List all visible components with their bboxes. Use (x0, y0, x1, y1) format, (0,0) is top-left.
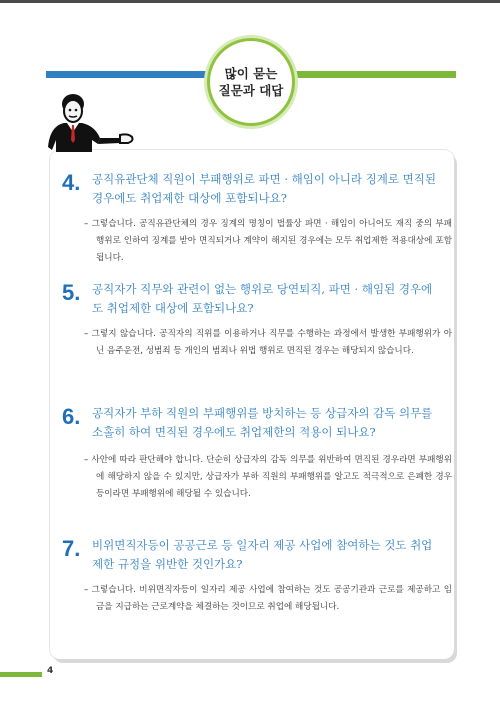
question-text: 비위면직자등이 공공근로 등 일자리 제공 사업에 참여하는 것도 취업제한 규정을 위반한 것인가요? (92, 538, 433, 571)
header-bar-right (272, 71, 456, 78)
question-number: 4. (62, 170, 81, 195)
question-number: 5. (62, 280, 81, 305)
answer-text: – 그렇습니다. 공직유관단체의 경우 징계의 명칭이 법률상 파면 · 해임이 아니어도 재직 중의 부패행위로 인하여 징계를 받아 면직되거나 계약이 해지된 경우에는 모두 취업제한 적용대상에 포함됩니다. (84, 219, 452, 263)
section-badge (207, 38, 295, 126)
answer-text: – 그렇습니다. 비위면직자등이 일자리 제공 사업에 참여하는 것도 공공기관과 근로를 제공하고 임금을 지급하는 근로계약을 체결하는 것이므로 취업에 해당됩니다. (84, 585, 452, 612)
badge-line1: 많이 묻는 (224, 66, 278, 81)
answer-text: – 그렇지 않습니다. 공직자의 직위를 이용하거나 직무를 수행하는 과정에서 발생한 부패행위가 아닌 음주운전, 성범죄 등 개인의 범죄나 위법 행위로 면직된 경우는 해당되지 않습니다. (84, 329, 452, 356)
question-number: 6. (62, 404, 81, 429)
header-bar-left (46, 71, 226, 78)
badge-line2: 질문과 대답 (218, 83, 284, 98)
answer-text: – 사안에 따라 판단해야 합니다. 단순히 상급자의 감독 의무를 위반하여 면직된 경우라면 부패행위에 해당하지 않을 수 있지만, 상급자가 부하 직원의 부패행위를 알고도 적극적으로 은폐한 경우 등이라면 부패행위에 해당될 수 있습니다. (84, 455, 452, 499)
footer-bar (0, 672, 42, 677)
question-text: 공직자가 직무와 관련이 없는 행위로 당연퇴직, 파면 · 해임된 경우에도 취업제한 대상에 포함되나요? (92, 282, 433, 315)
question-number: 7. (62, 536, 81, 561)
top-rule (0, 0, 500, 3)
question-text: 공직유관단체 직원이 부패행위로 파면 · 해임이 아니라 징계로 면직된 경우에도 취업제한 대상에 포함되나요? (92, 172, 436, 205)
page-number: 4 (47, 666, 54, 676)
question-text: 공직자가 부하 직원의 부패행위를 방치하는 등 상급자의 감독 의무를 소홀히 하여 면직된 경우에도 취업제한의 적용이 되나요? (92, 406, 433, 439)
